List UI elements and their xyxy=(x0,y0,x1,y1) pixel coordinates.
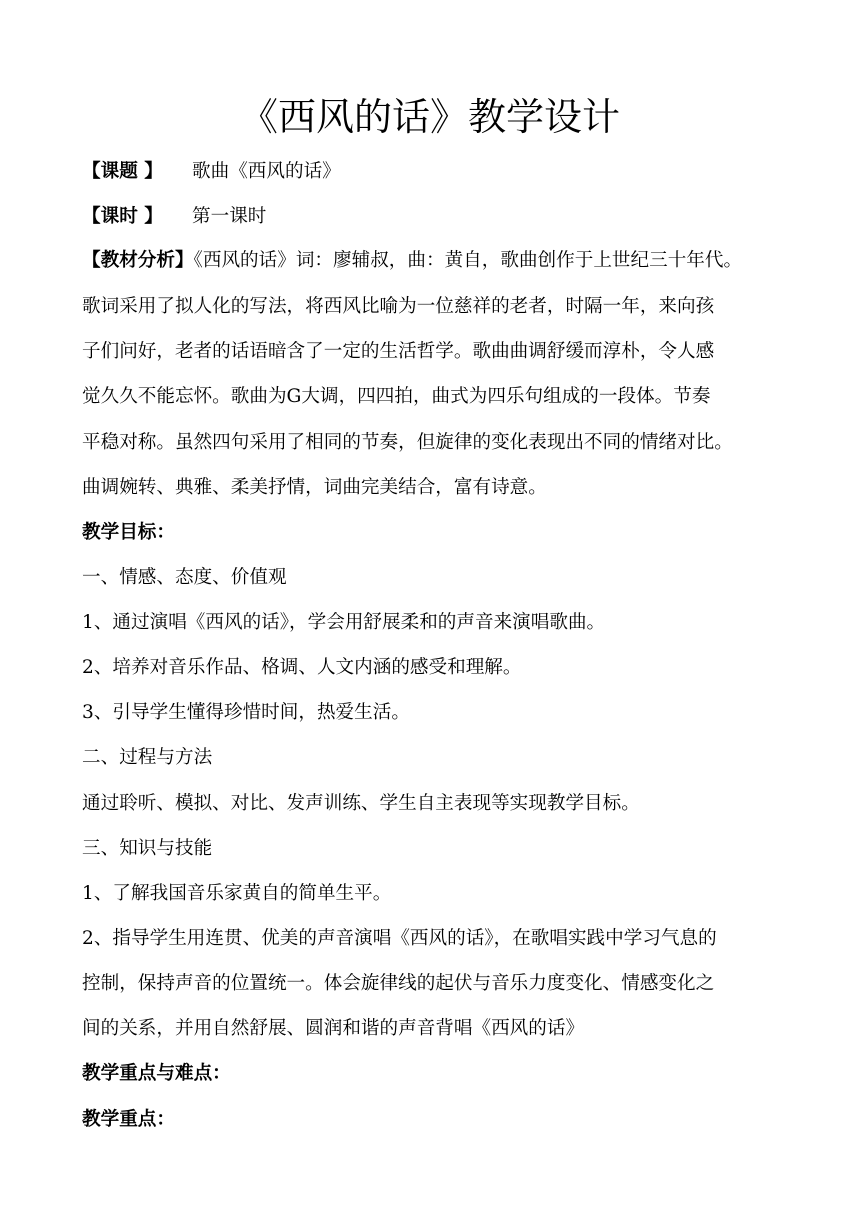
lesson-topic-value: 歌曲《西风的话》 xyxy=(192,161,341,182)
analysis-line: 觉久久不能忘怀。歌曲为G大调，四四拍，曲式为四乐句组成的一段体。节奏 xyxy=(82,386,711,407)
list-item: 2、培养对音乐作品、格调、人文内涵的感受和理解。 xyxy=(82,657,522,678)
analysis-line: 平稳对称。虽然四句采用了相同的节奏，但旋律的变化表现出不同的情绪对比。 xyxy=(82,432,733,453)
paragraph-line: 通过聆听、模拟、对比、发声训练、学生自主表现等实现教学目标。 xyxy=(82,793,640,814)
section-heading: 三、知识与技能 xyxy=(82,838,213,859)
list-item: 3、引导学生懂得珍惜时间，热爱生活。 xyxy=(82,702,410,723)
list-item: 1、通过演唱《西风的话》，学会用舒展柔和的声音来演唱歌曲。 xyxy=(82,612,606,633)
key-point-heading: 教学重点： xyxy=(82,1109,175,1130)
list-item: 1、了解我国音乐家黄自的简单生平。 xyxy=(82,883,392,904)
lesson-topic-row xyxy=(82,157,782,187)
section-heading: 二、过程与方法 xyxy=(82,747,213,768)
analysis-line: 歌词采用了拟人化的写法，将西风比喻为一位慈祥的老者，时隔一年，来向孩 xyxy=(82,296,715,317)
list-item-continued: 控制，保持声音的位置统一。体会旋律线的起伏与音乐力度变化、情感变化之 xyxy=(82,973,715,994)
key-points-heading: 教学重点与难点： xyxy=(82,1063,231,1084)
lesson-period-value: 第一课时 xyxy=(192,206,267,227)
analysis-line xyxy=(82,246,782,276)
lesson-period-label: 【课时 】 xyxy=(82,206,163,227)
goals-heading: 教学目标： xyxy=(82,522,175,543)
list-item-continued: 间的关系，并用自然舒展、圆润和谐的声音背唱《西风的话》 xyxy=(82,1018,585,1039)
document-title: 《西风的话》教学设计 xyxy=(239,95,620,139)
list-item: 2、指导学生用连贯、优美的声音演唱《西风的话》，在歌唱实践中学习气息的 xyxy=(82,928,717,949)
analysis-line: 曲调婉转、典雅、柔美抒情，词曲完美结合，富有诗意。 xyxy=(82,477,547,498)
analysis-line: 子们问好，老者的话语暗含了一定的生活哲学。歌曲曲调舒缓而淳朴，令人感 xyxy=(82,341,715,362)
analysis-text: 《西风的话》词：廖辅叔，曲：黄自，歌曲创作于上世纪三十年代。 xyxy=(193,250,743,271)
lesson-period-row xyxy=(82,202,782,232)
analysis-label: 【教材分析】 xyxy=(82,250,194,271)
section-heading: 一、情感、态度、价值观 xyxy=(82,567,287,588)
lesson-topic-label: 【课题 】 xyxy=(82,161,163,182)
